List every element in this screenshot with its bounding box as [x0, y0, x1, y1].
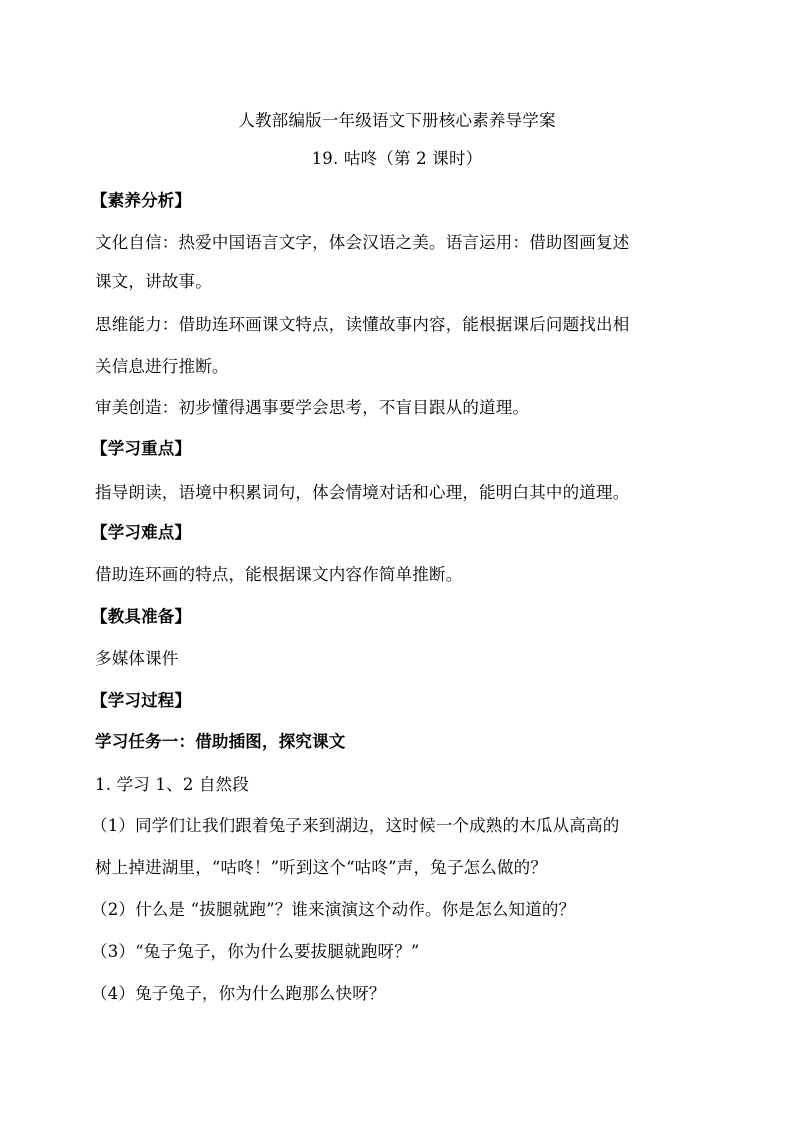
- heading-literacy-analysis: 【素养分析】: [91, 191, 192, 210]
- document-title: 人教部编版一年级语文下册核心素养导学案: [238, 111, 556, 130]
- paragraph-line: 文化自信：热爱中国语言文字，体会汉语之美。语言运用：借助图画复述: [95, 233, 630, 252]
- paragraph-line: 树上掉进湖里，“咕咚！”听到这个“咕咚”声，兔子怎么做的？: [95, 858, 548, 877]
- paragraph-line: （3）“兔子兔子，你为什么要拔腿就跑呀？”: [91, 942, 420, 961]
- paragraph-line: 思维能力：借助连环画课文特点，读懂故事内容，能根据课后问题找出相: [95, 315, 630, 334]
- task-heading: 学习任务一：借助插图，探究课文: [95, 732, 346, 751]
- paragraph-line: （2）什么是 “拔腿就跑”？谁来演演这个动作。你是怎么知道的？: [91, 900, 576, 919]
- paragraph-line: 多媒体课件: [95, 649, 179, 668]
- paragraph-line: 借助连环画的特点，能根据课文内容作简单推断。: [95, 565, 463, 584]
- paragraph-line: 关信息进行推断。: [95, 357, 229, 376]
- list-item: 1. 学习 1、2 自然段: [95, 775, 250, 794]
- heading-learning-process: 【学习过程】: [91, 691, 192, 710]
- heading-learning-focus: 【学习重点】: [91, 439, 192, 458]
- paragraph-line: 审美创造：初步懂得遇事要学会思考，不盲目跟从的道理。: [95, 398, 530, 417]
- paragraph-line: （1）同学们让我们跟着兔子来到湖边，这时候一个成熟的木瓜从高高的: [91, 816, 620, 835]
- paragraph-line: 指导朗读，语境中积累词句，体会情境对话和心理，能明白其中的道理。: [95, 483, 630, 502]
- heading-learning-difficulty: 【学习难点】: [91, 523, 192, 542]
- heading-teaching-materials: 【教具准备】: [91, 607, 192, 626]
- lesson-title: 19. 咕咚（第 2 课时）: [311, 149, 483, 168]
- paragraph-line: （4）兔子兔子，你为什么跑那么快呀？: [91, 984, 386, 1003]
- paragraph-line: 课文，讲故事。: [95, 272, 212, 291]
